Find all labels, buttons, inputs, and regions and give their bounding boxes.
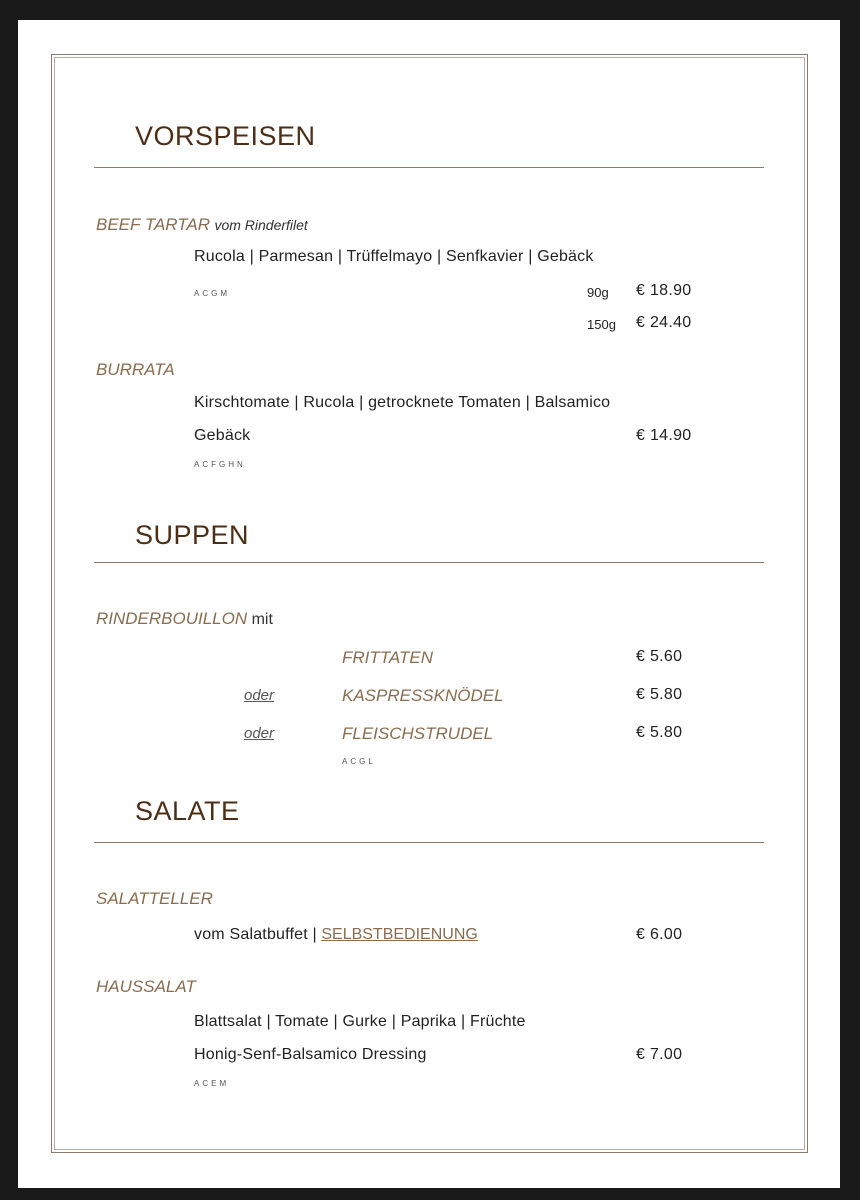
price: € 24.40 [636, 314, 692, 331]
section-title-suppen: SUPPEN [135, 520, 250, 550]
price: € 7.00 [636, 1046, 683, 1063]
section-divider [94, 167, 764, 168]
dish-name-haussalat: HAUSSALAT [96, 977, 196, 996]
portion-size: 90g [587, 285, 609, 300]
dish-suffix: mit [251, 611, 273, 628]
allergen-codes: ACEM [194, 1079, 230, 1088]
option-connector: oder [244, 687, 275, 704]
dish-name: BEEF TARTAR [96, 215, 210, 234]
dish-name-burrata: BURRATA [96, 360, 175, 379]
allergen-codes: ACGM [194, 289, 230, 298]
price: € 6.00 [636, 926, 683, 943]
dish-subtitle: vom Rinderfilet [214, 217, 308, 233]
price: € 5.60 [636, 648, 683, 665]
dish-beef-tartar [96, 215, 308, 235]
portion-size: 150g [587, 317, 616, 332]
selbstbedienung-link[interactable]: SELBSTBEDIENUNG [321, 926, 478, 943]
price: € 18.90 [636, 282, 692, 299]
dish-description: Blattsalat | Tomate | Gurke | Paprika | Früchte [194, 1013, 526, 1030]
allergen-codes: ACFGHN [194, 460, 246, 469]
price: € 14.90 [636, 427, 692, 444]
dish-name-salatteller: SALATTELLER [96, 889, 213, 908]
dish-description: Kirschtomate | Rucola | getrocknete Tomaten | Balsamico [194, 394, 611, 411]
section-divider [94, 842, 764, 843]
section-title-vorspeisen: VORSPEISEN [135, 121, 316, 151]
dish-rinderbouillon [96, 609, 273, 629]
dish-description [194, 926, 478, 944]
menu-page [18, 20, 840, 1188]
dish-description: Rucola | Parmesan | Trüffelmayo | Senfkavier | Gebäck [194, 248, 594, 265]
price: € 5.80 [636, 686, 683, 703]
section-divider [94, 562, 764, 563]
allergen-codes: ACGL [342, 757, 376, 766]
dish-description: Gebäck [194, 427, 251, 444]
price: € 5.80 [636, 724, 683, 741]
dish-description: Honig-Senf-Balsamico Dressing [194, 1046, 427, 1063]
dish-name: RINDERBOUILLON [96, 609, 248, 628]
soup-option: KASPRESSKNÖDEL [342, 686, 504, 705]
soup-option: FRITTATEN [342, 648, 433, 667]
description-text: vom Salatbuffet | [194, 926, 317, 943]
soup-option: FLEISCHSTRUDEL [342, 724, 494, 743]
section-title-salate: SALATE [135, 796, 240, 826]
option-connector: oder [244, 725, 275, 742]
